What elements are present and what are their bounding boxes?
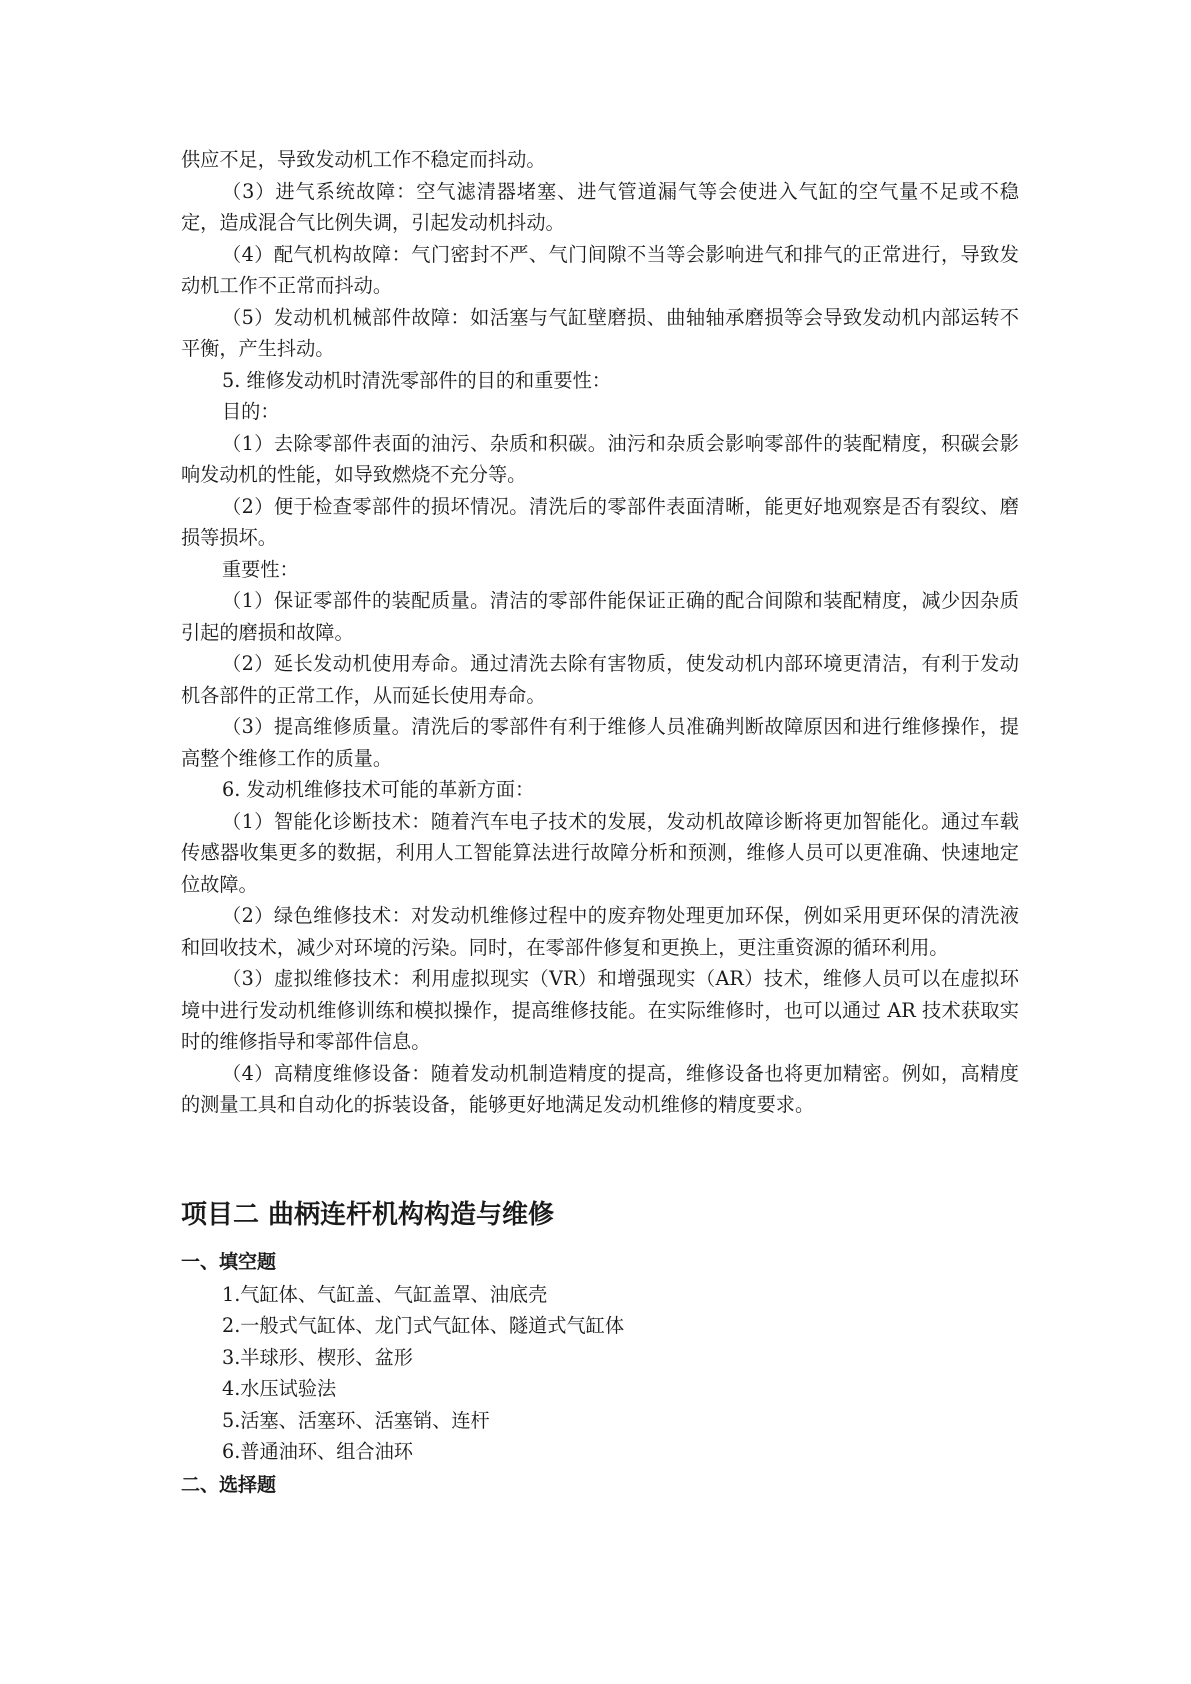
- paragraph: （3）提高维修质量。清洗后的零部件有利于维修人员准确判断故障原因和进行维修操作，提高整个维修工作的质量。: [181, 715, 1019, 770]
- fill-blank-title: 一、填空题: [181, 1250, 277, 1273]
- choice-title: 二、选择题: [181, 1473, 277, 1496]
- list-item: 1.气缸体、气缸盖、气缸盖罩、油底壳: [222, 1282, 548, 1306]
- list-item: 3.半球形、楔形、盆形: [222, 1345, 413, 1369]
- document-page: [181, 144, 1019, 1502]
- body-text: [181, 144, 1019, 1121]
- list-item: 2.一般式气缸体、龙门式气缸体、隧道式气缸体: [222, 1314, 625, 1337]
- list-item: 5.活塞、活塞环、活塞销、连杆: [222, 1408, 490, 1432]
- paragraph: （1）智能化诊断技术：随着汽车电子技术的发展，发动机故障诊断将更加智能化。通过车载传感器收集更多的数据，利用人工智能算法进行故障分析和预测，维修人员可以更准确、快速地定位故障。: [181, 809, 1019, 896]
- section-title: 项目二 曲柄连杆机构构造与维修: [181, 1199, 555, 1230]
- paragraph: 供应不足，导致发动机工作不稳定而抖动。: [181, 148, 546, 171]
- question-heading: 5. 维修发动机时清洗零部件的目的和重要性：: [222, 368, 611, 392]
- paragraph: （3）虚拟维修技术：利用虚拟现实（VR）和增强现实（AR）技术，维修人员可以在虚拟环境中进行发动机维修训练和模拟操作，提高维修技能。在实际维修时，也可以通过 AR 技术获取实时的维修指导和零部件信息。: [181, 967, 1019, 1053]
- list-item: 4.水压试验法: [222, 1377, 337, 1400]
- subheading-importance: 重要性：: [222, 557, 299, 581]
- paragraph: （2）绿色维修技术：对发动机维修过程中的废弃物处理更加环保，例如采用更环保的清洗液和回收技术，减少对环境的污染。同时，在零部件修复和更换上，更注重资源的循环利用。: [181, 904, 1019, 959]
- question-heading: 6. 发动机维修技术可能的革新方面：: [222, 778, 535, 801]
- subheading-purpose: 目的：: [222, 400, 280, 423]
- paragraph: （1）去除零部件表面的油污、杂质和积碳。油污和杂质会影响零部件的装配精度，积碳会影响发动机的性能，如导致燃烧不充分等。: [181, 431, 1019, 486]
- list-item: 6.普通油环、组合油环: [222, 1440, 413, 1463]
- fill-blank-list: [181, 1279, 1019, 1468]
- paragraph: （2）延长发动机使用寿命。通过清洗去除有害物质，使发动机内部环境更清洁，有利于发动机各部件的正常工作，从而延长使用寿命。: [181, 652, 1019, 707]
- paragraph: （1）保证零部件的装配质量。清洁的零部件能保证正确的配合间隙和装配精度，减少因杂质引起的磨损和故障。: [181, 589, 1019, 644]
- paragraph: （3）进气系统故障：空气滤清器堵塞、进气管道漏气等会使进入气缸的空气量不足或不稳定，造成混合气比例失调，引起发动机抖动。: [181, 179, 1019, 234]
- paragraph: （4）高精度维修设备：随着发动机制造精度的提高，维修设备也将更加精密。例如，高精度的测量工具和自动化的拆装设备，能够更好地满足发动机维修的精度要求。: [181, 1061, 1019, 1116]
- paragraph: （5）发动机机械部件故障：如活塞与气缸壁磨损、曲轴轴承磨损等会导致发动机内部运转不平衡，产生抖动。: [181, 305, 1019, 360]
- paragraph: （4）配气机构故障：气门密封不严、气门间隙不当等会影响进气和排气的正常进行，导致发动机工作不正常而抖动。: [181, 242, 1019, 297]
- paragraph: （2）便于检查零部件的损坏情况。清洗后的零部件表面清晰，能更好地观察是否有裂纹、磨损等损坏。: [181, 494, 1019, 549]
